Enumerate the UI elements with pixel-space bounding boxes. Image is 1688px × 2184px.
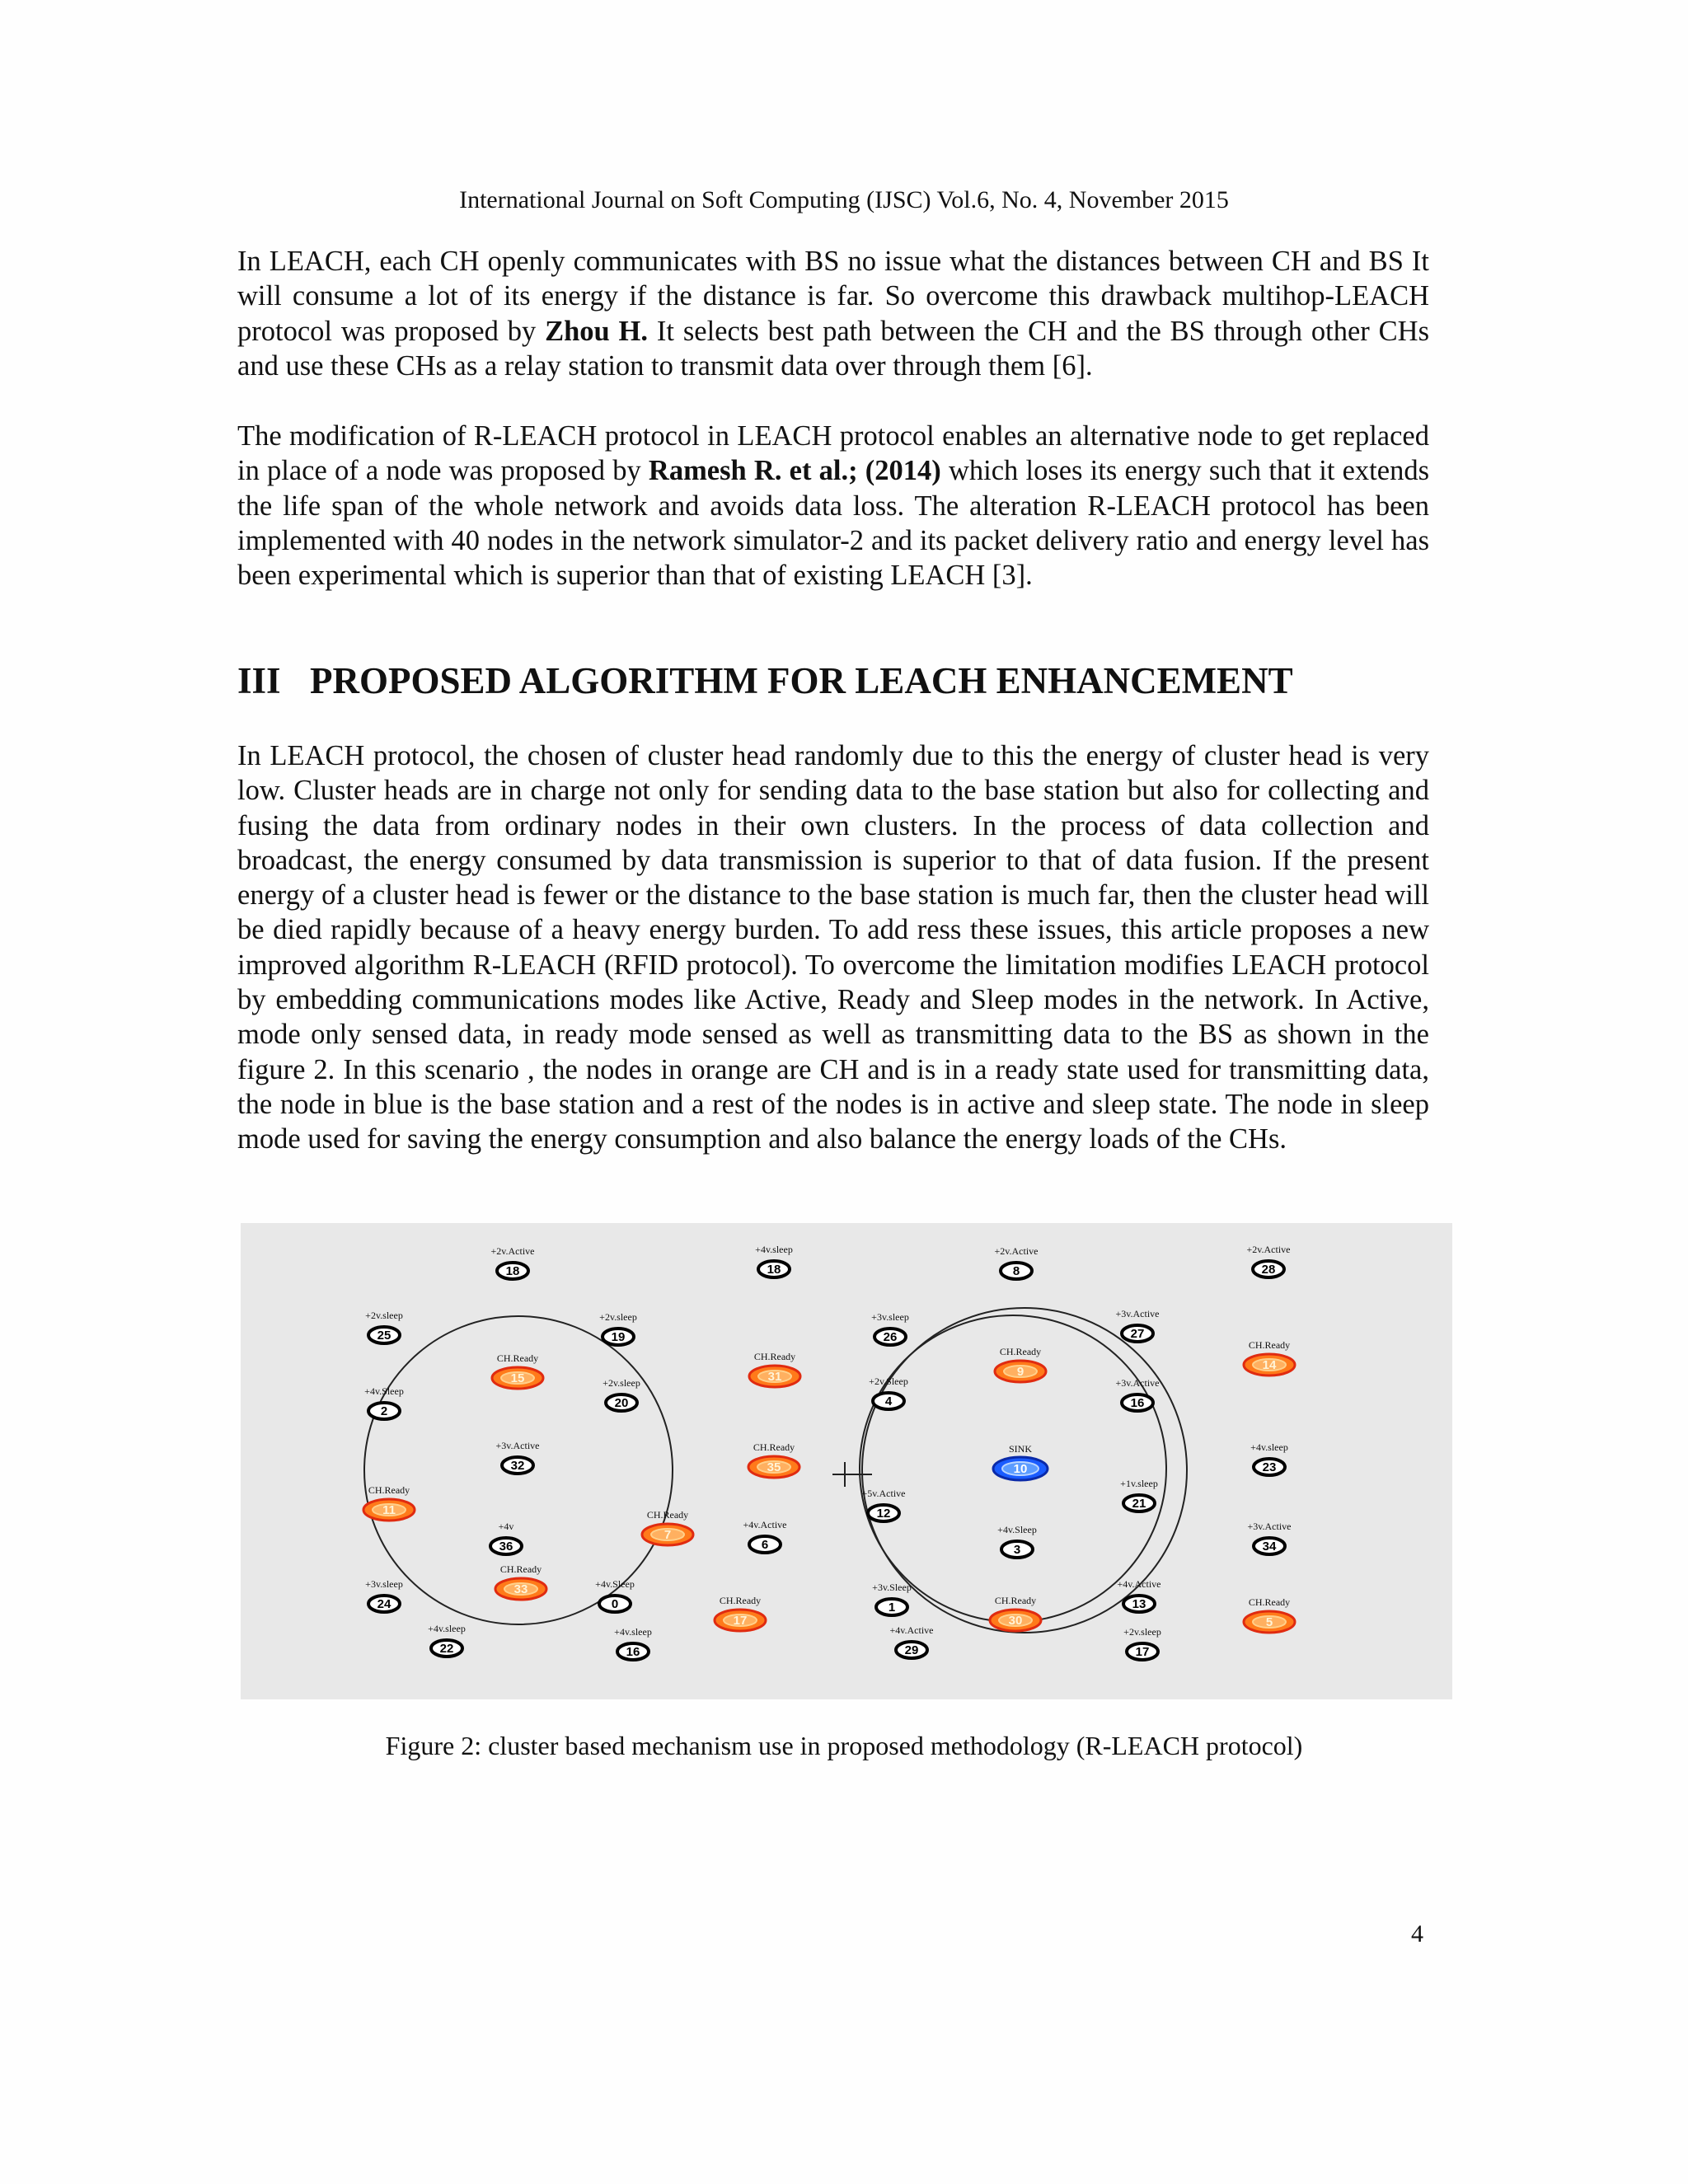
cluster-head-node bbox=[642, 1509, 693, 1545]
node-id: 26 bbox=[883, 1330, 898, 1344]
sensor-node bbox=[997, 1524, 1037, 1558]
node-id: 17 bbox=[1135, 1645, 1150, 1659]
node-id: 29 bbox=[904, 1643, 919, 1657]
paragraph-2-text-b: which loses its energy such that it extends the life span of the whole network and avoids data loss. The alteration R-LEACH protocol has been implemented with 40 nodes in the network simulator-2 and its packet delivery ratio and energy level has been experimental which is superior than that of existing LEACH [3]. bbox=[237, 455, 1429, 592]
cluster-head-node bbox=[363, 1484, 415, 1521]
node-state-label: CH.Ready bbox=[1248, 1596, 1291, 1608]
sensor-node bbox=[1248, 1521, 1292, 1554]
node-id: 0 bbox=[611, 1597, 619, 1611]
node-id: 22 bbox=[439, 1642, 454, 1656]
node-state-label: CH.Ready bbox=[499, 1563, 542, 1575]
node-id: 16 bbox=[1130, 1396, 1145, 1410]
node-id: 6 bbox=[761, 1538, 769, 1552]
node-id: 27 bbox=[1130, 1327, 1145, 1341]
node-state-label: +3v.sleep bbox=[365, 1578, 403, 1590]
node-id: 13 bbox=[1132, 1597, 1146, 1611]
node-state-label: +4v.sleep bbox=[1250, 1441, 1288, 1453]
section-heading bbox=[237, 659, 1293, 702]
cluster-head-node bbox=[748, 1441, 799, 1478]
node-state-label: CH.Ready bbox=[994, 1595, 1037, 1606]
sensor-node bbox=[1250, 1441, 1288, 1475]
node-state-label: +4v.Sleep bbox=[364, 1385, 404, 1397]
sensor-node bbox=[614, 1626, 652, 1660]
node-state-label: +3v.Active bbox=[1115, 1377, 1160, 1389]
node-id: 18 bbox=[505, 1264, 520, 1278]
cluster-head-node bbox=[715, 1595, 766, 1631]
cluster-head-node bbox=[1244, 1596, 1295, 1633]
sensor-node bbox=[1118, 1578, 1161, 1612]
node-state-label: +2v.Active bbox=[490, 1245, 535, 1257]
cluster-head-node bbox=[990, 1595, 1041, 1631]
sensor-node bbox=[428, 1623, 466, 1657]
node-state-label: +3v.Active bbox=[1247, 1521, 1292, 1532]
node-state-label: +3v.Active bbox=[495, 1440, 540, 1451]
node-id: 28 bbox=[1261, 1263, 1276, 1277]
node-id: 19 bbox=[611, 1330, 626, 1344]
node-id: 20 bbox=[614, 1396, 629, 1410]
node-state-label: +1v.sleep bbox=[1120, 1478, 1158, 1489]
paragraph-3: In LEACH protocol, the chosen of cluster head randomly due to this the energy of cluster head is very low. Cluster heads are in charge not only for sending data to the base station but also for collecting and fusing the data from ordinary nodes in their own clusters. In the process of data collection and broadcast, the energy consumed by data transmission is superior to that of data fusion. If the present energy of a cluster head is fewer or the distance to the base station is much far, then the cluster head will be died rapidly because of a heavy energy burden. To add ress these issues, this article proposes a new improved algorithm R-LEACH (RFID protocol). To overcome the limitation modifies LEACH protocol by embedding communications modes like Active, Ready and Sleep modes in the network. In Active, mode only sensed data, in ready mode sensed as well as transmitting data to the BS as shown in the figure 2. In this scenario , the nodes in orange are CH and is in a ready state used for transmitting data, the node in blue is the base station and a rest of the nodes is in active and sleep state. The node in sleep mode used for saving the energy consumption and also balance the energy loads of the CHs. bbox=[237, 740, 1429, 1155]
node-id: 33 bbox=[513, 1582, 528, 1596]
node-id: 7 bbox=[663, 1528, 672, 1542]
sensor-node bbox=[365, 1310, 403, 1343]
node-id: 35 bbox=[767, 1460, 781, 1474]
node-state-label: +4v.Active bbox=[743, 1519, 787, 1530]
node-id: 4 bbox=[884, 1394, 893, 1408]
sink-node bbox=[993, 1443, 1048, 1480]
node-state-label: CH.Ready bbox=[1248, 1339, 1291, 1351]
node-id: 12 bbox=[876, 1507, 891, 1521]
node-state-label: CH.Ready bbox=[496, 1352, 539, 1364]
paragraph-2-text-a: The modification of R-LEACH protocol in LEACH protocol enables an alternative node to get replaced in place of a node was proposed by bbox=[237, 420, 1429, 487]
paragraph-2 bbox=[237, 419, 1429, 593]
node-state-label: +2v.sleep bbox=[365, 1310, 403, 1321]
page-number: 4 bbox=[1411, 1920, 1423, 1947]
node-id: 2 bbox=[380, 1404, 388, 1418]
sensor-node bbox=[890, 1624, 934, 1658]
node-state-label: +3v.Active bbox=[1115, 1308, 1160, 1319]
figure-caption: Figure 2: cluster based mechanism use in proposed methodology (R-LEACH protocol) bbox=[385, 1731, 1303, 1760]
cluster-head-node bbox=[749, 1351, 800, 1387]
node-state-label: SINK bbox=[1008, 1443, 1033, 1455]
node-state-label: +2v.sleep bbox=[599, 1311, 637, 1323]
node-id: 21 bbox=[1132, 1497, 1146, 1511]
node-id: 11 bbox=[382, 1503, 396, 1517]
node-id: 23 bbox=[1262, 1460, 1277, 1474]
sensor-node bbox=[1123, 1626, 1161, 1660]
node-state-label: +4v bbox=[498, 1521, 514, 1532]
paragraph-1-citation: Zhou H. bbox=[545, 315, 649, 347]
node-state-label: +4v.sleep bbox=[755, 1244, 793, 1255]
sensor-node bbox=[755, 1244, 793, 1277]
node-state-label: +3v.sleep bbox=[871, 1311, 909, 1323]
sensor-node bbox=[1116, 1308, 1160, 1342]
node-state-label: CH.Ready bbox=[368, 1484, 410, 1496]
node-id: 10 bbox=[1013, 1462, 1028, 1476]
sensor-node bbox=[599, 1311, 637, 1345]
node-state-label: +4v.Active bbox=[889, 1624, 934, 1636]
sensor-node bbox=[743, 1519, 787, 1553]
node-id: 18 bbox=[767, 1263, 781, 1277]
node-id: 30 bbox=[1008, 1614, 1023, 1628]
node-state-label: +2v.Active bbox=[994, 1245, 1039, 1257]
sensor-node bbox=[1247, 1244, 1291, 1277]
sensor-node bbox=[862, 1488, 906, 1521]
node-state-label: +4v.sleep bbox=[614, 1626, 652, 1638]
cluster-head-node bbox=[492, 1352, 543, 1389]
node-id: 32 bbox=[510, 1459, 525, 1473]
sensor-node bbox=[490, 1521, 522, 1554]
node-id: 17 bbox=[733, 1614, 748, 1628]
node-state-label: +2v.sleep bbox=[1123, 1626, 1161, 1638]
node-state-label: +2v.Sleep bbox=[869, 1376, 908, 1387]
paragraph-1-text-b: It selects best path between the CH and the BS through other CHs and use these CHs as a relay station to transmit data over through them [6]. bbox=[237, 315, 1429, 382]
node-id: 25 bbox=[377, 1329, 392, 1343]
node-state-label: +2v.Active bbox=[1246, 1244, 1291, 1255]
paragraph-2-citation: Ramesh R. et al.; (2014) bbox=[648, 455, 941, 487]
node-state-label: +4v.Active bbox=[1117, 1578, 1161, 1590]
node-id: 5 bbox=[1265, 1615, 1273, 1629]
node-id: 31 bbox=[767, 1370, 782, 1384]
node-id: 36 bbox=[499, 1540, 513, 1554]
node-state-label: CH.Ready bbox=[753, 1351, 796, 1362]
node-state-label: +3v.Sleep bbox=[872, 1582, 912, 1593]
sensor-node bbox=[365, 1578, 403, 1612]
sensor-node bbox=[872, 1582, 912, 1615]
section-title: PROPOSED ALGORITHM FOR LEACH ENHANCEMENT bbox=[310, 660, 1293, 701]
node-id: 15 bbox=[510, 1371, 525, 1385]
sensor-node bbox=[1116, 1377, 1160, 1411]
node-id: 8 bbox=[1012, 1264, 1020, 1278]
sensor-node bbox=[603, 1377, 640, 1411]
paragraph-1 bbox=[237, 244, 1429, 383]
sensor-node bbox=[995, 1245, 1039, 1279]
journal-header: International Journal on Soft Computing (IJSC) Vol.6, No. 4, November 2015 bbox=[459, 186, 1229, 213]
node-state-label: CH.Ready bbox=[999, 1346, 1042, 1357]
network-diagram bbox=[241, 1223, 1452, 1699]
node-state-label: +2v.sleep bbox=[603, 1377, 640, 1389]
cluster-head-node bbox=[495, 1563, 546, 1600]
sensor-node bbox=[491, 1245, 535, 1279]
node-state-label: +4v.sleep bbox=[428, 1623, 466, 1634]
sensor-node bbox=[496, 1440, 540, 1474]
sensor-node bbox=[869, 1376, 908, 1409]
node-id: 34 bbox=[1262, 1540, 1277, 1554]
node-id: 1 bbox=[888, 1601, 896, 1615]
sensor-node bbox=[871, 1311, 909, 1345]
node-id: 14 bbox=[1262, 1358, 1277, 1372]
node-state-label: +4v.Sleep bbox=[595, 1578, 635, 1590]
paragraph-1-text-a: In LEACH, each CH openly communicates with BS no issue what the distances between CH and BS It will consume a lot of its energy if the distance is far. So overcome this drawback multihop-LEACH protocol was proposed by bbox=[237, 246, 1429, 347]
node-state-label: CH.Ready bbox=[719, 1595, 762, 1606]
node-id: 9 bbox=[1016, 1365, 1025, 1379]
sensor-node bbox=[364, 1385, 404, 1419]
node-state-label: +4v.Sleep bbox=[997, 1524, 1037, 1535]
node-state-label: CH.Ready bbox=[646, 1509, 689, 1521]
node-id: 16 bbox=[626, 1645, 640, 1659]
cluster-head-node bbox=[1244, 1339, 1295, 1376]
network-figure bbox=[241, 1223, 1452, 1699]
node-state-label: +5v.Active bbox=[861, 1488, 906, 1499]
node-state-label: CH.Ready bbox=[753, 1441, 795, 1453]
cluster-head-node bbox=[995, 1346, 1046, 1382]
sensor-node bbox=[595, 1578, 635, 1612]
node-id: 3 bbox=[1013, 1543, 1021, 1557]
sensor-node bbox=[1120, 1478, 1158, 1511]
section-number: III bbox=[237, 660, 281, 701]
node-id: 24 bbox=[377, 1597, 392, 1611]
